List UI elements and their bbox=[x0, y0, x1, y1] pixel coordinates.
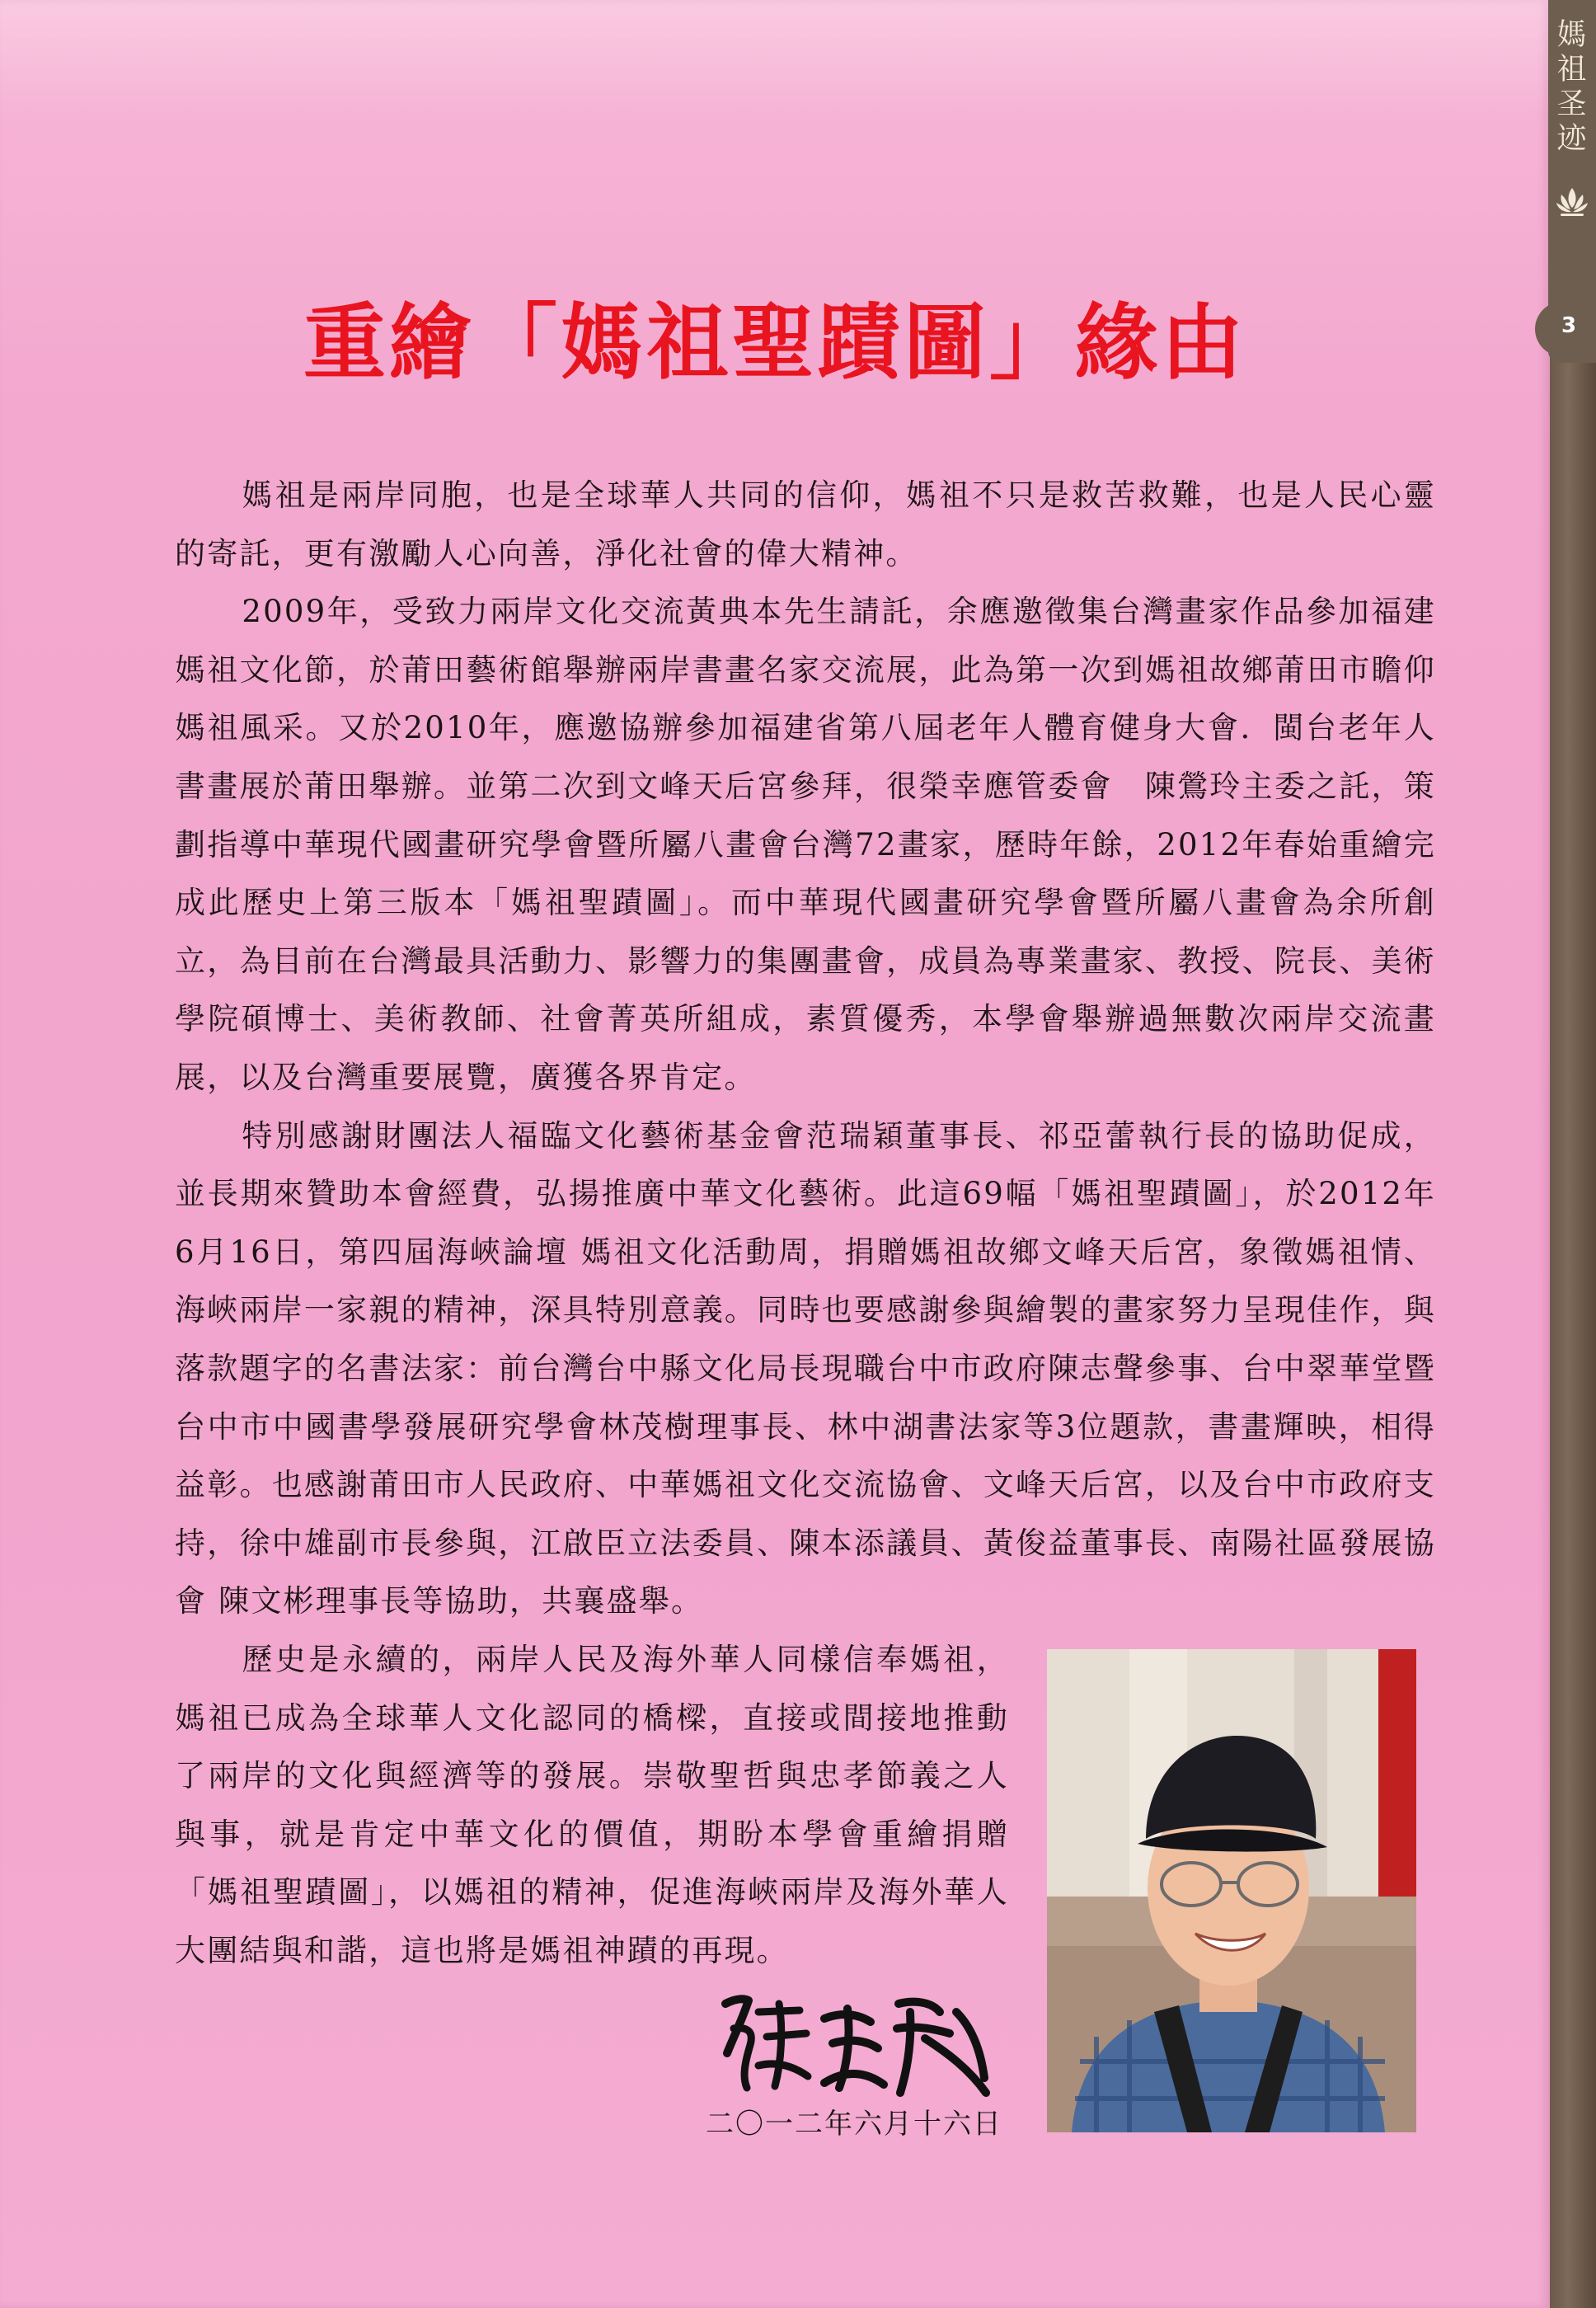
lotus-emblem-icon bbox=[1553, 183, 1591, 221]
paragraph-history: 2009年，受致力兩岸文化交流黃典本先生請託，余應邀徵集台灣畫家作品參加福建媽祖文化節，於莆田藝術館舉辦兩岸書畫名家交流展，此為第一次到媽祖故鄉莆田市瞻仰媽祖風采。又於2010年，應邀協辦參加福建省第八屆老年人體育健身大會．閩台老年人書畫展於莆田舉辦。並第二次到文峰天后宮參拜，很榮幸應管委會 陳鶯玲主委之託，策劃指導中華現代國畫研究學會暨所屬八畫會台灣72畫家，歷時年餘，2012年春始重繪完成此歷史上第三版本「媽祖聖蹟圖」。而中華現代國畫研究學會暨所屬八畫會為余所創立，為目前在台灣最具活動力、影響力的集團畫會，成員為專業畫家、教授、院長、美術學院碩博士、美術教師、社會菁英所組成，素質優秀，本學會舉辦過無數次兩岸交流畫展，以及台灣重要展覽，廣獲各界肯定。 bbox=[175, 594, 1436, 1095]
chapter-tab-title: 媽祖圣迹 bbox=[1552, 18, 1586, 157]
author-portrait-photo bbox=[1047, 1649, 1416, 2132]
paragraph-intro: 媽祖是兩岸同胞，也是全球華人共同的信仰，媽祖不只是救苦救難，也是人民心靈的寄託，更有激勵人心向善，淨化社會的偉大精神。 bbox=[175, 477, 1436, 571]
article-body bbox=[175, 467, 1436, 1631]
signature-date: 二〇一二年六月十六日 bbox=[706, 2108, 1002, 2141]
paragraph-closing: 歷史是永續的，兩岸人民及海外華人同樣信奉媽祖，媽祖已成為全球華人文化認同的橋樑，直接或間接地推動了兩岸的文化與經濟等的發展。崇敬聖哲與忠孝節義之人與事，就是肯定中華文化的價值，期盼本學會重繪捐贈「媽祖聖蹟圖」，以媽祖的精神，促進海峽兩岸及海外華人大團結與和諧，這也將是媽祖神蹟的再現。 bbox=[175, 1642, 1009, 1968]
article-title: 重繪「媽祖聖蹟圖」緣由 bbox=[303, 294, 1246, 391]
paragraph-acknowledgements: 特別感謝財團法人福臨文化藝術基金會范瑞穎董事長、祁亞蕾執行長的協助促成，並長期來贊助本會經費，弘揚推廣中華文化藝術。此這69幅「媽祖聖蹟圖」，於2012年6月16日，第四屆海峽論壇 媽祖文化活動周，捐贈媽祖故鄉文峰天后宮，象徵媽祖情、海峽兩岸一家親的精神，深具特別意義。同時也要感謝參與繪製的畫家努力呈現佳作，與落款題字的名書法家：前台灣台中縣文化局長現職台中市政府陳志聲參事、台中翠華堂暨台中市中國書學發展研究學會林茂樹理事長、林中湖書法家等3位題款，書畫輝映，相得益彰。也感謝莆田市人民政府、中華媽祖文化交流協會、文峰天后宮，以及台中市政府支持，徐中雄副市長參與，江啟臣立法委員、陳本添議員、黃俊益董事長、南陽社區發展協會 陳文彬理事長等協助，共襄盛舉。 bbox=[175, 1117, 1436, 1619]
author-signature bbox=[709, 1979, 1006, 2103]
page-number: 3 bbox=[1561, 313, 1577, 338]
